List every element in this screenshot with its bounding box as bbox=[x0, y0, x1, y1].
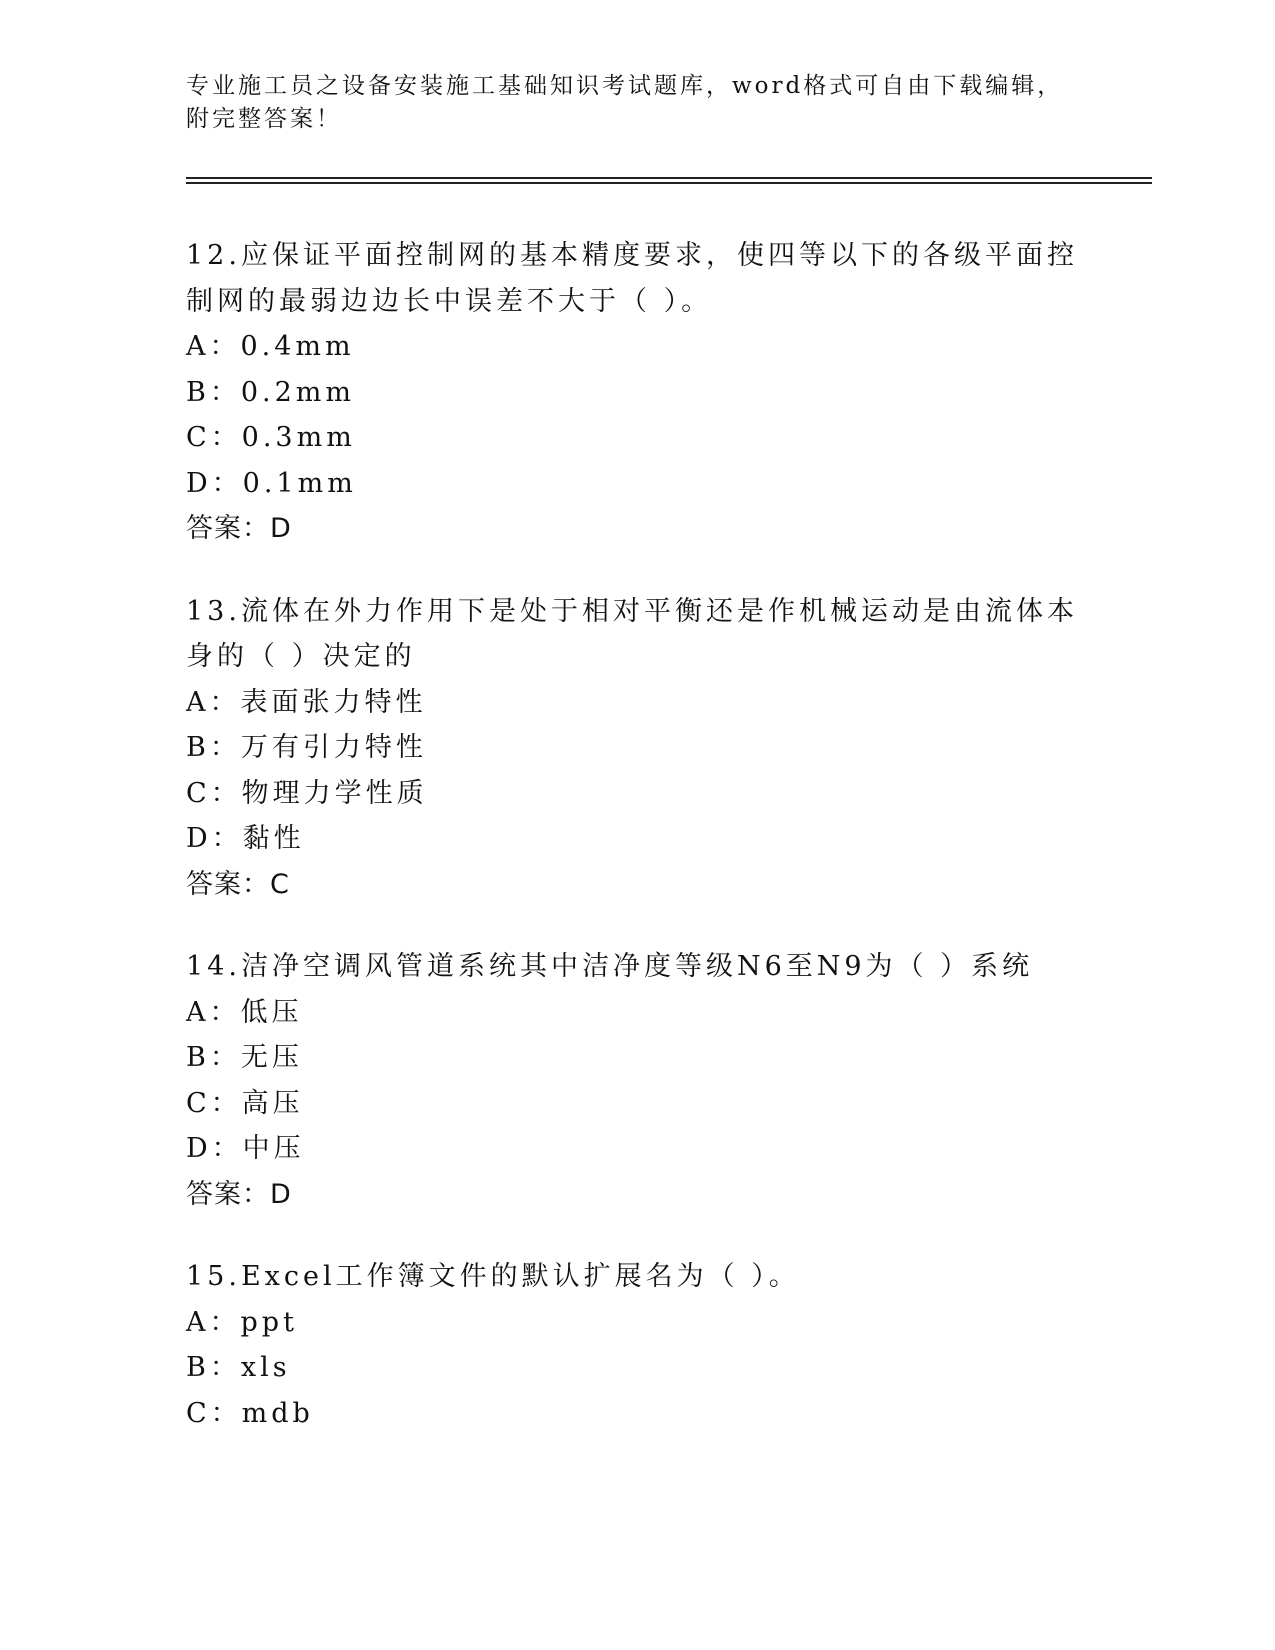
question-15 bbox=[186, 1254, 1086, 1436]
option-a: A：表面张力特性 bbox=[186, 686, 427, 718]
header-divider-top bbox=[186, 177, 1152, 179]
question-stem: 13.流体在外力作用下是处于相对平衡还是作机械运动是由流体本身的（ ）决定的 bbox=[186, 595, 1078, 672]
question-12 bbox=[186, 233, 1086, 552]
question-14 bbox=[186, 944, 1086, 1217]
question-13 bbox=[186, 589, 1086, 908]
option-d: D：0.1mm bbox=[186, 467, 357, 499]
option-a: A：0.4mm bbox=[186, 331, 355, 362]
option-d: D：黏性 bbox=[186, 823, 305, 854]
option-c: C：物理力学性质 bbox=[186, 777, 428, 809]
answer-line: 答案：D bbox=[186, 1178, 292, 1210]
document-header: 专业施工员之设备安装施工基础知识考试题库，word格式可自由下载编辑，附完整答案！ bbox=[186, 73, 1064, 132]
option-c: C：mdb bbox=[186, 1397, 314, 1429]
question-list bbox=[186, 233, 1086, 1473]
option-c: C：0.3mm bbox=[186, 422, 356, 453]
question-stem: 14.洁净空调风管道系统其中洁净度等级N6至N9为（ ）系统 bbox=[186, 951, 1034, 982]
answer-line: 答案：D bbox=[186, 513, 292, 544]
option-b: B：0.2mm bbox=[186, 376, 355, 408]
question-stem: 12.应保证平面控制网的基本精度要求，使四等以下的各级平面控制网的最弱边边长中误差不大于（ ）。 bbox=[186, 240, 1078, 317]
option-b: B：xls bbox=[186, 1352, 291, 1383]
option-a: A：低压 bbox=[186, 996, 303, 1028]
option-b: B：万有引力特性 bbox=[186, 732, 427, 763]
option-b: B：无压 bbox=[186, 1042, 303, 1073]
option-a: A：ppt bbox=[186, 1306, 298, 1338]
option-d: D：中压 bbox=[186, 1133, 305, 1164]
answer-line: 答案：C bbox=[186, 868, 290, 900]
option-c: C：高压 bbox=[186, 1087, 304, 1119]
question-stem: 15.Excel工作簿文件的默认扩展名为（ ）。 bbox=[186, 1261, 800, 1292]
header-divider-bottom bbox=[186, 182, 1152, 184]
